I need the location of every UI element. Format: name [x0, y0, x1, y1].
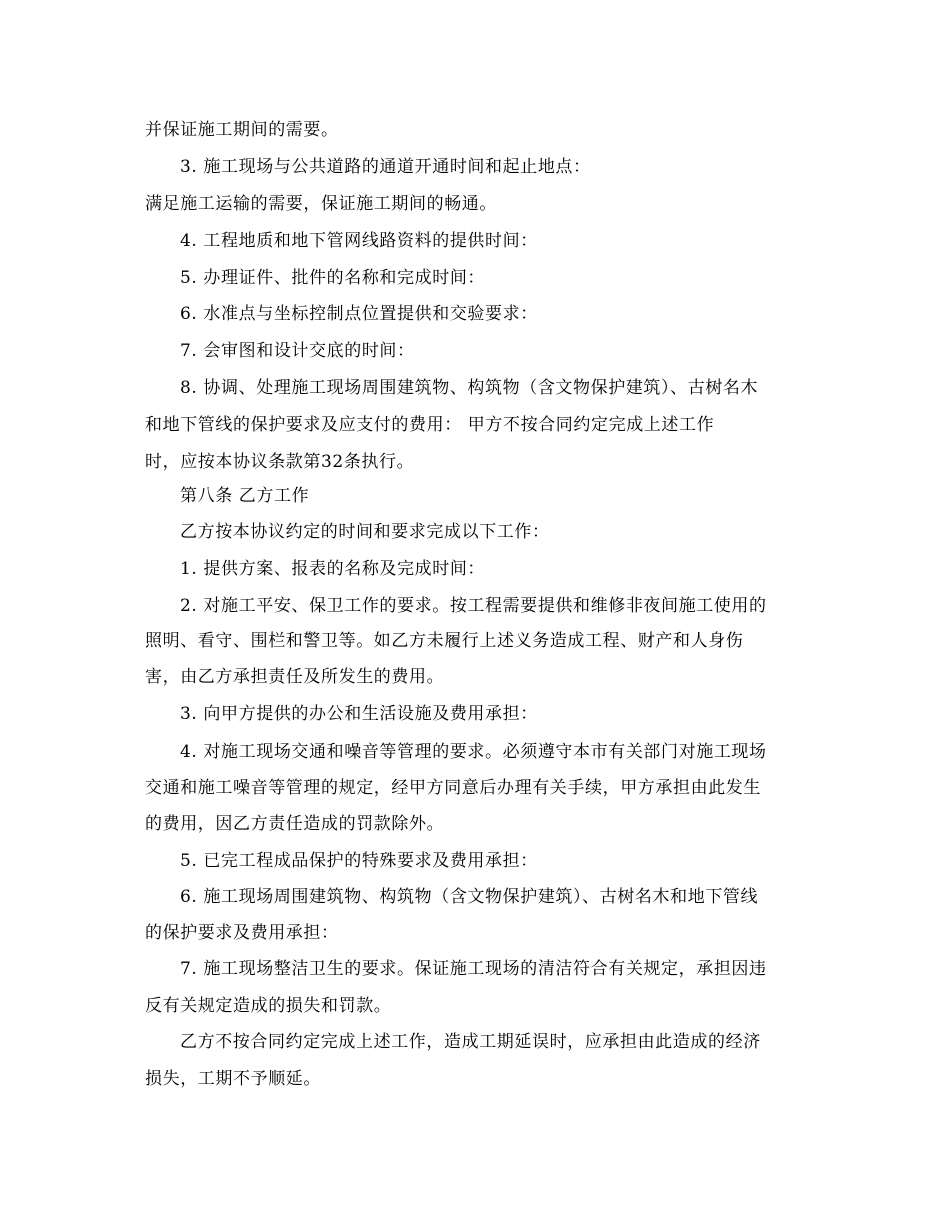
- text-line: 并保证施工期间的需要。: [145, 120, 339, 140]
- text-line: 6. 施工现场周围建筑物、构筑物（含文物保护建筑）、古树名木和地下管线: [180, 887, 759, 907]
- section-heading: 第八条 乙方工作: [180, 486, 310, 506]
- text-line: 反有关规定造成的损失和罚款。: [145, 996, 392, 1016]
- text-line: 时，应按本协议条款第32条执行。: [145, 452, 415, 472]
- text-line: 5. 已完工程成品保护的特殊要求及费用承担：: [180, 851, 538, 871]
- text-line: 满足施工运输的需要，保证施工期间的畅通。: [145, 194, 497, 214]
- text-line: 2. 对施工平安、保卫工作的要求。按工程需要提供和维修非夜间施工使用的: [180, 596, 767, 616]
- text-line: 害，由乙方承担责任及所发生的费用。: [145, 667, 445, 687]
- text-line: 的费用，因乙方责任造成的罚款除外。: [145, 814, 445, 834]
- text-line: 1. 提供方案、报表的名称及完成时间：: [180, 559, 486, 579]
- text-line: 照明、看守、围栏和警卫等。如乙方未履行上述义务造成工程、财产和人身伤: [145, 631, 744, 651]
- text-line: 的保护要求及费用承担：: [145, 923, 339, 943]
- text-line: 乙方不按合同约定完成上述工作，造成工期延误时，应承担由此造成的经济: [180, 1032, 761, 1052]
- text-line: 3. 向甲方提供的办公和生活设施及费用承担：: [180, 704, 538, 724]
- text-line: 5. 办理证件、批件的名称和完成时间：: [180, 268, 486, 288]
- text-line: 7. 会审图和设计交底的时间：: [180, 341, 415, 361]
- text-line: 乙方按本协议约定的时间和要求完成以下工作：: [180, 522, 550, 542]
- text-line: 7. 施工现场整洁卫生的要求。保证施工现场的清洁符合有关规定，承担因违: [180, 959, 767, 979]
- text-line: 8. 协调、处理施工现场周围建筑物、构筑物（含文物保护建筑）、古树名木: [180, 378, 759, 398]
- text-line: 损失，工期不予顺延。: [145, 1069, 321, 1089]
- text-line: 交通和施工噪音等管理的规定，经甲方同意后办理有关手续，甲方承担由此发生: [145, 778, 761, 798]
- text-line: 4. 对施工现场交通和噪音等管理的要求。必须遵守本市有关部门对施工现场: [180, 742, 767, 762]
- text-line: 和地下管线的保护要求及应支付的费用： 甲方不按合同约定完成上述工作: [145, 415, 715, 435]
- text-line: 3. 施工现场与公共道路的通道开通时间和起止地点：: [180, 157, 591, 177]
- text-line: 4. 工程地质和地下管网线路资料的提供时间：: [180, 231, 538, 251]
- text-line: 6. 水准点与坐标控制点位置提供和交验要求：: [180, 304, 538, 324]
